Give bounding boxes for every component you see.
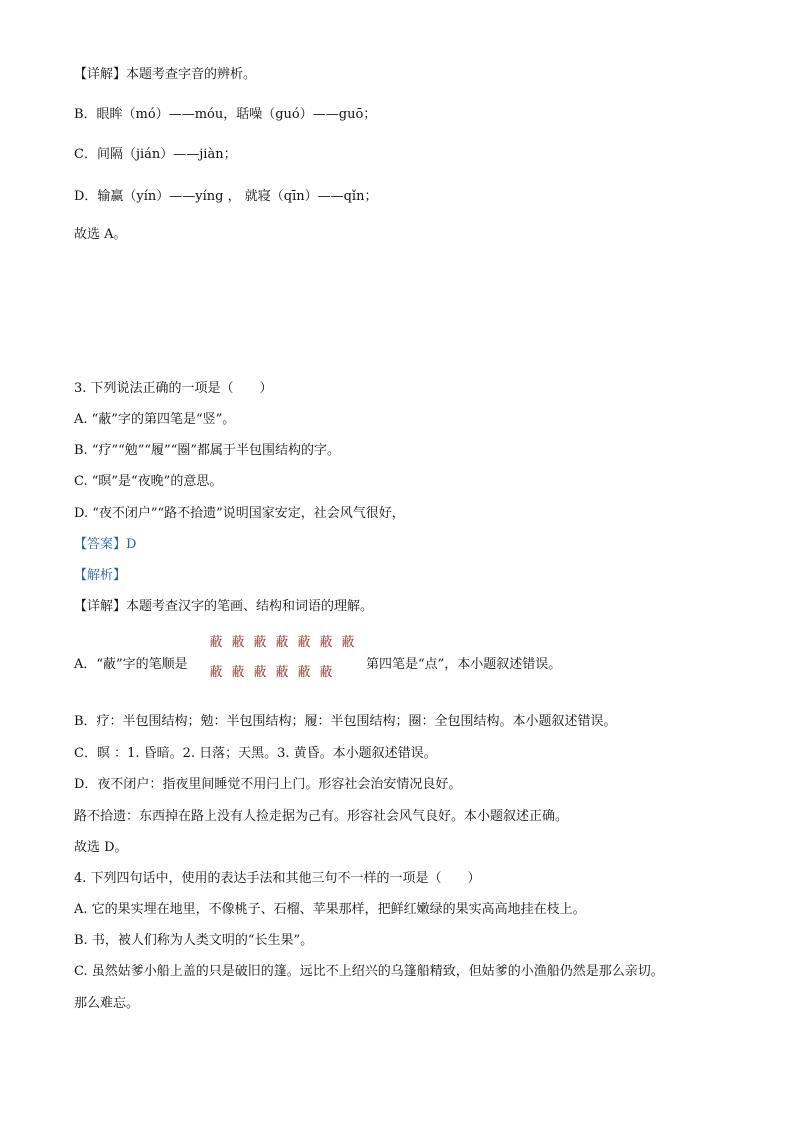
analysis-label: 【解析】 bbox=[74, 568, 127, 583]
stroke-step: 蔽 bbox=[341, 635, 355, 650]
explanation-a-prefix: A．“蔽”字的笔顺是 bbox=[74, 657, 188, 672]
stroke-step: 蔽 bbox=[209, 665, 223, 680]
question-4-stem: 4. 下列四句话中，使用的表达手法和其他三句不一样的一项是（ ） bbox=[74, 871, 481, 886]
detail-heading-q2: 【详解】本题考查字音的辨析。 bbox=[74, 67, 257, 82]
explanation-d: D．输赢（yín）——yíng ， 就寝（qīn）——qǐn； bbox=[74, 189, 378, 204]
question-3-option-a: A. “蔽”字的第四笔是“竖”。 bbox=[74, 412, 236, 427]
stroke-step: 蔽 bbox=[297, 665, 311, 680]
stroke-step: 蔽 bbox=[319, 665, 333, 680]
stroke-step: 蔽 bbox=[253, 635, 267, 650]
choose-answer-q3: 故选 D。 bbox=[74, 840, 128, 855]
stroke-step: 蔽 bbox=[231, 665, 245, 680]
explanation-a-suffix: 第四笔是“点”，本小题叙述错误。 bbox=[366, 657, 562, 672]
answer-label: 【答案】D bbox=[74, 537, 137, 552]
question-4-option-a: A. 它的果实埋在地里，不像桃子、石榴、苹果那样，把鲜红嫩绿的果实高高地挂在枝上。 bbox=[74, 902, 586, 917]
explanation-c-q3: C．暝 ：1. 昏暗。2. 日落；天黑。3. 黄昏。本小题叙述错误。 bbox=[74, 746, 437, 761]
explanation-c: C．间隔（jián）——jiàn； bbox=[74, 147, 237, 162]
question-3-option-d: D. “夜不闭户”“路不拾遗”说明国家安定，社会风气很好， bbox=[74, 506, 405, 521]
explanation-b-q3: B．疗：半包围结构；勉：半包围结构；履：半包围结构；圈：全包围结构。本小题叙述错误。 bbox=[74, 714, 617, 729]
stroke-step: 蔽 bbox=[275, 635, 289, 650]
stroke-step: 蔽 bbox=[209, 635, 223, 650]
question-3-option-b: B. “疗”“勉”“履”“圈”都属于半包围结构的字。 bbox=[74, 443, 340, 458]
stroke-step: 蔽 bbox=[275, 665, 289, 680]
question-4-option-c-continued: 那么难忘。 bbox=[74, 996, 140, 1011]
question-3-stem: 3. 下列说法正确的一项是（ ） bbox=[74, 381, 273, 396]
question-4-option-c: C. 虽然姑爹小船上盖的只是破旧的篷。远比不上绍兴的乌篷船精致，但姑爹的小渔船仍然是那么亲切。 bbox=[74, 964, 664, 979]
question-3-option-c: C. “暝”是“夜晚”的意思。 bbox=[74, 474, 223, 489]
stroke-step: 蔽 bbox=[253, 665, 267, 680]
explanation-b: B．眼眸（mó）——móu，聒噪（guó）——guō； bbox=[74, 107, 377, 122]
explanation-d-q3-continued: 路不拾遗：东西掉在路上没有人捡走据为己有。形容社会风气良好。本小题叙述正确。 bbox=[74, 809, 569, 824]
detail-heading-q3: 【详解】本题考查汉字的笔画、结构和词语的理解。 bbox=[74, 599, 374, 614]
stroke-step: 蔽 bbox=[297, 635, 311, 650]
question-4-option-b: B. 书，被人们称为人类文明的“长生果”。 bbox=[74, 933, 314, 948]
stroke-order-image bbox=[205, 633, 365, 691]
stroke-step: 蔽 bbox=[231, 635, 245, 650]
choose-answer-q2: 故选 A。 bbox=[74, 227, 127, 242]
explanation-d-q3: D．夜不闭户：指夜里间睡觉不用闩上门。形容社会治安情况良好。 bbox=[74, 777, 462, 792]
stroke-step: 蔽 bbox=[319, 635, 333, 650]
